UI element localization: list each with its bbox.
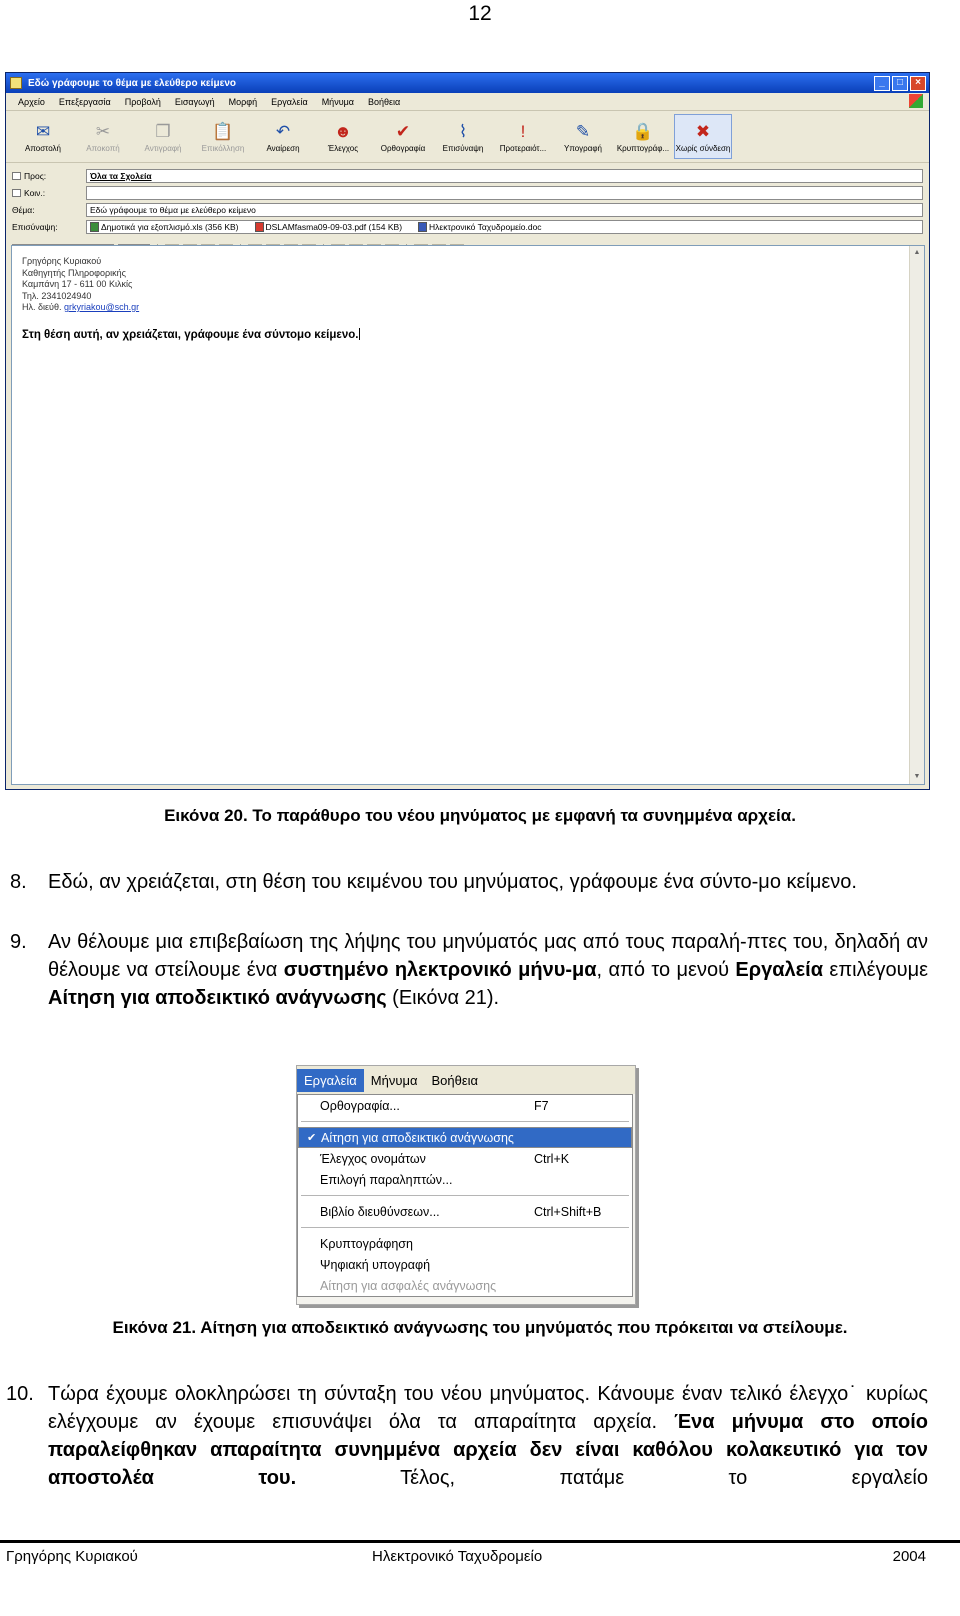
- excel-file-icon: [90, 222, 99, 232]
- window-title: Εδώ γράφουμε το θέμα με ελεύθερο κείμενο: [28, 77, 236, 89]
- footer-title: Ηλεκτρονικό Ταχυδρομείο: [372, 1548, 543, 1565]
- footer-year: 2004: [892, 1548, 926, 1565]
- menu-item-spelling[interactable]: Ορθογραφία... F7: [320, 1098, 549, 1113]
- list-item-9: 9. Αν θέλουμε μια επιβεβαίωση της λήψης του μηνύματός μας από τους παραλή-πτες του, δηλαδή αν θέλουμε να στείλουμε ένα συστημένο ηλεκτρονικό μήνυ-μα, από το μενού Εργαλεία επιλέγουμε Αίτηση για αποδεικτικό ανάγνωσης (Εικόνα 21).: [10, 931, 929, 1009]
- check-names-icon: ☻: [334, 122, 352, 141]
- menu-item-address-book[interactable]: Βιβλίο διευθύνσεων... Ctrl+Shift+B: [320, 1204, 602, 1219]
- paperclip-icon: ⌇: [458, 122, 468, 141]
- attachment-item[interactable]: DSLAMfasma09-09-03.pdf (154 KB): [255, 221, 403, 233]
- menu-item-read-receipt[interactable]: ✔ Αίτηση για αποδεικτικό ανάγνωσης: [298, 1127, 632, 1148]
- undo-icon: ↶: [275, 122, 291, 141]
- send-button[interactable]: ✉ Αποστολή: [25, 122, 61, 153]
- text-cursor: [359, 328, 360, 340]
- attach-label: Επισύναψη:: [12, 221, 58, 232]
- offline-button[interactable]: ✖ Χωρίς σύνδεση: [674, 114, 732, 159]
- menu-view[interactable]: Προβολή: [124, 96, 161, 107]
- menu-help[interactable]: Βοήθεια: [431, 1072, 479, 1088]
- menu-message[interactable]: Μήνυμα: [321, 96, 355, 107]
- menubar: [297, 1066, 635, 1094]
- paste-button[interactable]: 📋 Επικόλληση: [201, 122, 245, 153]
- envelope-icon: [10, 77, 22, 89]
- encrypt-icon: 🔒: [632, 122, 654, 141]
- footer-author: Γρηγόρης Κυριακού: [6, 1548, 138, 1565]
- message-body[interactable]: [11, 245, 925, 785]
- menu-separator: [301, 1121, 629, 1122]
- menu-item-digital-signature[interactable]: Ψηφιακή υπογραφή: [320, 1257, 431, 1272]
- email-link[interactable]: grkyriakou@sch.gr: [63, 302, 140, 312]
- menu-message[interactable]: Μήνυμα: [370, 1072, 418, 1088]
- menu-separator: [301, 1227, 629, 1228]
- menu-separator: [301, 1195, 629, 1196]
- send-icon: ✉: [35, 122, 51, 141]
- tools-menu-figure: [296, 1065, 636, 1305]
- encrypt-button[interactable]: 🔒 Κρυπτογράφ...: [616, 122, 670, 153]
- cc-label: Κοιν.:: [24, 187, 46, 198]
- menu-tools[interactable]: Εργαλεία: [297, 1069, 364, 1092]
- undo-button[interactable]: ↶ Αναίρεση: [266, 122, 300, 153]
- maximize-button[interactable]: □: [892, 76, 908, 91]
- menubar: [6, 93, 929, 111]
- minimize-button[interactable]: _: [874, 76, 890, 91]
- signature-block: Γρηγόρης Κυριακού Καθηγητής Πληροφορικής Καμπάνη 17 - 611 00 Κιλκίς Τηλ. 2341024940 Ηλ. διεύθ. grkyriakou@sch.gr: [22, 256, 140, 312]
- menu-help[interactable]: Βοήθεια: [368, 96, 401, 107]
- tools-dropdown: [297, 1094, 633, 1297]
- windows-logo-icon: [909, 94, 923, 108]
- word-file-icon: [418, 222, 427, 232]
- figure-21-caption: Εικόνα 21. Αίτηση για αποδεικτικό ανάγνωσης του μηνύματός που πρόκειται να στείλουμε.: [112, 1318, 848, 1337]
- copy-button[interactable]: ❐ Αντιγραφή: [144, 122, 182, 153]
- close-button[interactable]: ×: [910, 76, 926, 91]
- to-label: Προς:: [24, 170, 47, 181]
- menu-tools[interactable]: Εργαλεία: [271, 96, 308, 107]
- offline-icon: ✖: [695, 122, 711, 141]
- subject-label: Θέμα:: [12, 204, 35, 215]
- paste-icon: 📋: [212, 122, 234, 141]
- menu-format[interactable]: Μορφή: [228, 96, 258, 107]
- signature-button[interactable]: ✎ Υπογραφή: [563, 122, 602, 153]
- menu-file[interactable]: Αρχείο: [18, 96, 45, 107]
- cc-field[interactable]: [86, 186, 923, 200]
- window-titlebar: [6, 73, 929, 93]
- list-item-10: 10. Τώρα έχουμε ολοκληρώσει τη σύνταξη του νέου μηνύματος. Κάνουμε έναν τελικό έλεγχο˙ κυρίως ελέγχουμε αν έχουμε επισυνάψει όλα τα απαραίτητα αρχεία. Ένα μήνυμα στο οποίο παραλείφθηκαν απαραίτητα συνημμένα αρχεία δεν είναι καθόλου κολακευτικό για τον αποστολέα του. Τέλος, πατάμε το εργαλείο: [6, 1383, 928, 1489]
- address-book-icon: [12, 172, 21, 180]
- scroll-down-icon[interactable]: ▼: [913, 773, 921, 780]
- checkmark-icon: ✔: [307, 1132, 317, 1144]
- menu-item-check-names[interactable]: Έλεγχος ονομάτων Ctrl+K: [320, 1151, 570, 1166]
- message-header: [6, 163, 929, 235]
- signature-icon: ✎: [575, 122, 591, 141]
- copy-icon: ❐: [155, 122, 171, 141]
- address-book-icon: [12, 189, 21, 197]
- cut-button[interactable]: ✂ Αποκοπή: [86, 122, 120, 153]
- list-item-8: 8. Εδώ, αν χρειάζεται, στη θέση του κειμένου του μηνύματος, γράφουμε ένα σύντο-μο κείμενο.: [10, 871, 857, 893]
- figure-20-caption: Εικόνα 20. Το παράθυρο του νέου μηνύματος με εμφανή τα συνημμένα αρχεία.: [164, 806, 796, 825]
- priority-button[interactable]: ! Προτεραιότ...: [499, 122, 547, 153]
- vertical-scrollbar[interactable]: [909, 246, 924, 784]
- subject-field[interactable]: Εδώ γράφουμε το θέμα με ελεύθερο κείμενο: [86, 203, 923, 217]
- main-toolbar: [6, 111, 929, 163]
- attachments-field[interactable]: [86, 220, 923, 234]
- menu-item-select-recipients[interactable]: Επιλογή παραληπτών...: [320, 1172, 453, 1187]
- menu-item-secure-receipt: Αίτηση για ασφαλές ανάγνωσης: [320, 1278, 497, 1293]
- attach-button[interactable]: ⌇ Επισύναψη: [442, 122, 484, 153]
- compose-window: [5, 72, 930, 790]
- scissors-icon: ✂: [95, 122, 111, 141]
- page-number: 12: [468, 2, 492, 25]
- menu-edit[interactable]: Επεξεργασία: [58, 96, 111, 107]
- priority-icon: !: [520, 122, 526, 141]
- spelling-button[interactable]: ✔ Ορθογραφία: [380, 122, 426, 153]
- to-field[interactable]: Όλα τα Σχολεία: [86, 169, 923, 183]
- attachment-item[interactable]: Ηλεκτρονικό Ταχυδρομείο.doc: [418, 221, 542, 233]
- scroll-up-icon[interactable]: ▲: [913, 249, 921, 256]
- check-names-button[interactable]: ☻ Έλεγχος: [327, 122, 359, 153]
- menu-item-encrypt[interactable]: Κρυπτογράφηση: [320, 1236, 413, 1251]
- pdf-file-icon: [255, 222, 264, 232]
- body-text: Στη θέση αυτή, αν χρειάζεται, γράφουμε ένα σύντομο κείμενο.: [22, 329, 359, 341]
- attachment-item[interactable]: Δημοτικά για εξοπλισμό.xls (356 KB): [90, 221, 239, 233]
- menu-insert[interactable]: Εισαγωγή: [174, 96, 215, 107]
- footer-divider: [0, 1540, 960, 1543]
- spelling-icon: ✔: [395, 122, 411, 141]
